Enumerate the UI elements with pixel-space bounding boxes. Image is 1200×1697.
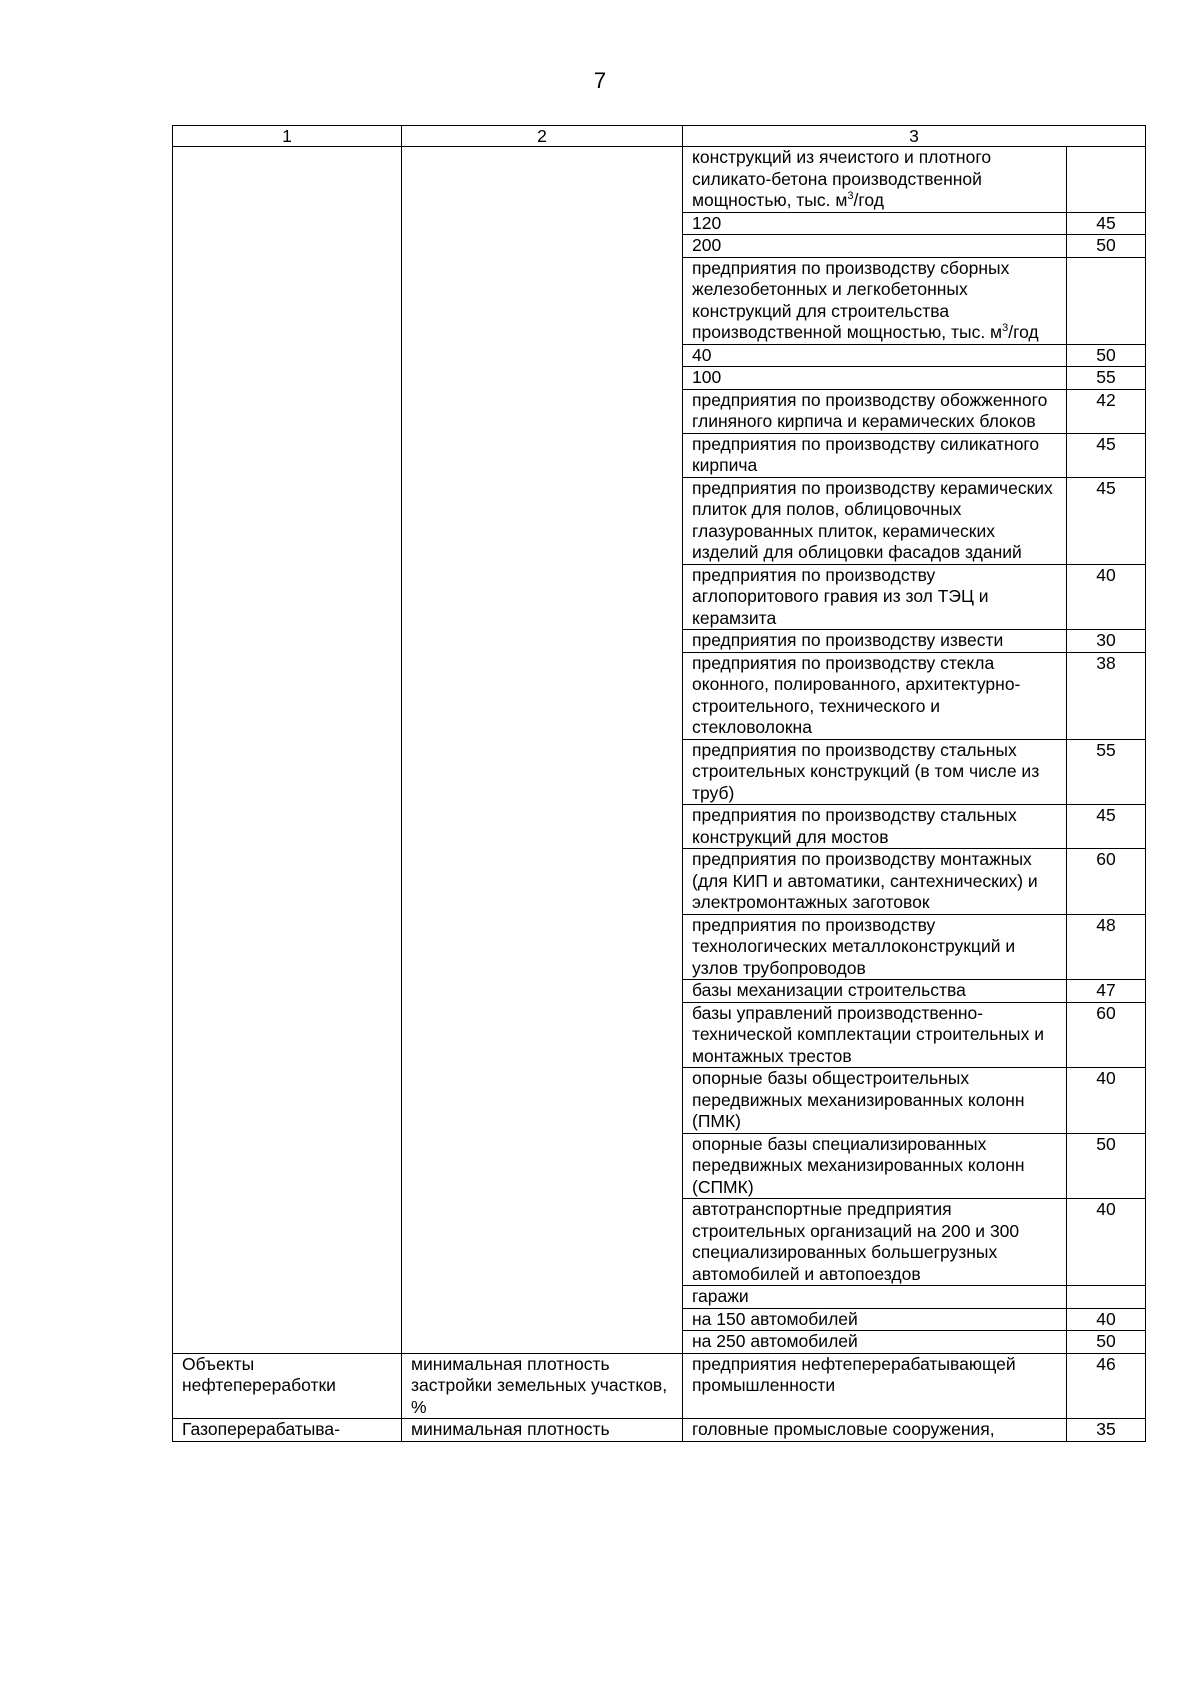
row-value <box>1067 1286 1146 1309</box>
row-description: предприятия по производству аглопоритового гравия из зол ТЭЦ и керамзита <box>683 564 1067 630</box>
row-description: 120 <box>683 212 1067 235</box>
row-value: 50 <box>1067 1331 1146 1354</box>
row-description: 40 <box>683 344 1067 367</box>
merged-empty-cell-col1 <box>173 147 402 1354</box>
row-value: 50 <box>1067 235 1146 258</box>
row-description: базы механизации строительства <box>683 980 1067 1003</box>
row-description: конструкций из ячеистого и плотного силикато-бетона производственной мощностью, тыс. $м^3$/год <box>683 147 1067 213</box>
row-description: предприятия по производству технологических металлоконструкций и узлов трубопроводов <box>683 914 1067 980</box>
standards-table <box>172 125 1146 1442</box>
row-description: головные промысловые сооружения, <box>683 1419 1067 1442</box>
row-description: опорные базы общестроительных передвижных механизированных колонн (ПМК) <box>683 1068 1067 1134</box>
row-value: 48 <box>1067 914 1146 980</box>
row-value: 47 <box>1067 980 1146 1003</box>
row-value: 30 <box>1067 630 1146 653</box>
row-value: 42 <box>1067 389 1146 433</box>
header-col-3: 3 <box>683 126 1146 147</box>
row-description: предприятия по производству монтажных (для КИП и автоматики, сантехнических) и электромонтажных заготовок <box>683 849 1067 915</box>
header-col-1: 1 <box>173 126 402 147</box>
row-description: предприятия по производству стальных конструкций для мостов <box>683 805 1067 849</box>
row-value: 40 <box>1067 1068 1146 1134</box>
merged-empty-cell-col2 <box>402 147 683 1354</box>
row-value: 60 <box>1067 849 1146 915</box>
row-value <box>1067 147 1146 213</box>
row-value: 35 <box>1067 1419 1146 1442</box>
header-col-2: 2 <box>402 126 683 147</box>
table-row <box>173 147 1146 213</box>
row-description: на 250 автомобилей <box>683 1331 1067 1354</box>
row-description: предприятия нефтеперерабатывающей промышленности <box>683 1353 1067 1419</box>
row-description: 100 <box>683 367 1067 390</box>
header-row <box>173 126 1146 147</box>
page-number: 7 <box>593 68 607 93</box>
row-value: 45 <box>1067 805 1146 849</box>
row-description: на 150 автомобилей <box>683 1308 1067 1331</box>
row-value: 50 <box>1067 344 1146 367</box>
row-description: предприятия по производству керамических плиток для полов, облицовочных глазурованных плиток, керамических изделий для облицовки фасадов зданий <box>683 477 1067 564</box>
table-row-oil <box>173 1353 1146 1419</box>
row-value: 45 <box>1067 212 1146 235</box>
row-value: 40 <box>1067 1308 1146 1331</box>
row-value: 55 <box>1067 367 1146 390</box>
row-description: предприятия по производству силикатного кирпича <box>683 433 1067 477</box>
object-type-cell: Объекты нефтепереработки <box>173 1353 402 1419</box>
row-description: предприятия по производству сборных железобетонных и легкобетонных конструкций для строительства производственной мощностью, тыс. $м^3$/год <box>683 257 1067 344</box>
row-description: предприятия по производству стекла оконного, полированного, архитектурно-строительного, технического и стекловолокна <box>683 652 1067 739</box>
indicator-cell: минимальная плотность <box>402 1419 683 1442</box>
row-description: предприятия по производству обожженного глиняного кирпича и керамических блоков <box>683 389 1067 433</box>
row-value: 45 <box>1067 433 1146 477</box>
row-description: автотранспортные предприятия строительных организаций на 200 и 300 специализированных большегрузных автомобилей и автопоездов <box>683 1199 1067 1286</box>
row-description: опорные базы специализированных передвижных механизированных колонн (СПМК) <box>683 1133 1067 1199</box>
indicator-cell: минимальная плотность застройки земельных участков, % <box>402 1353 683 1419</box>
row-description: 200 <box>683 235 1067 258</box>
table-row-gas <box>173 1419 1146 1442</box>
row-description: предприятия по производству извести <box>683 630 1067 653</box>
row-value <box>1067 257 1146 344</box>
row-description: предприятия по производству стальных строительных конструкций (в том числе из труб) <box>683 739 1067 805</box>
object-type-cell: Газоперерабатыва- <box>173 1419 402 1442</box>
row-value: 40 <box>1067 1199 1146 1286</box>
row-value: 46 <box>1067 1353 1146 1419</box>
row-value: 45 <box>1067 477 1146 564</box>
row-description: гаражи <box>683 1286 1067 1309</box>
row-value: 40 <box>1067 564 1146 630</box>
row-description: базы управлений производственно-технической комплектации строительных и монтажных трестов <box>683 1002 1067 1068</box>
row-value: 60 <box>1067 1002 1146 1068</box>
row-value: 55 <box>1067 739 1146 805</box>
row-value: 50 <box>1067 1133 1146 1199</box>
row-value: 38 <box>1067 652 1146 739</box>
